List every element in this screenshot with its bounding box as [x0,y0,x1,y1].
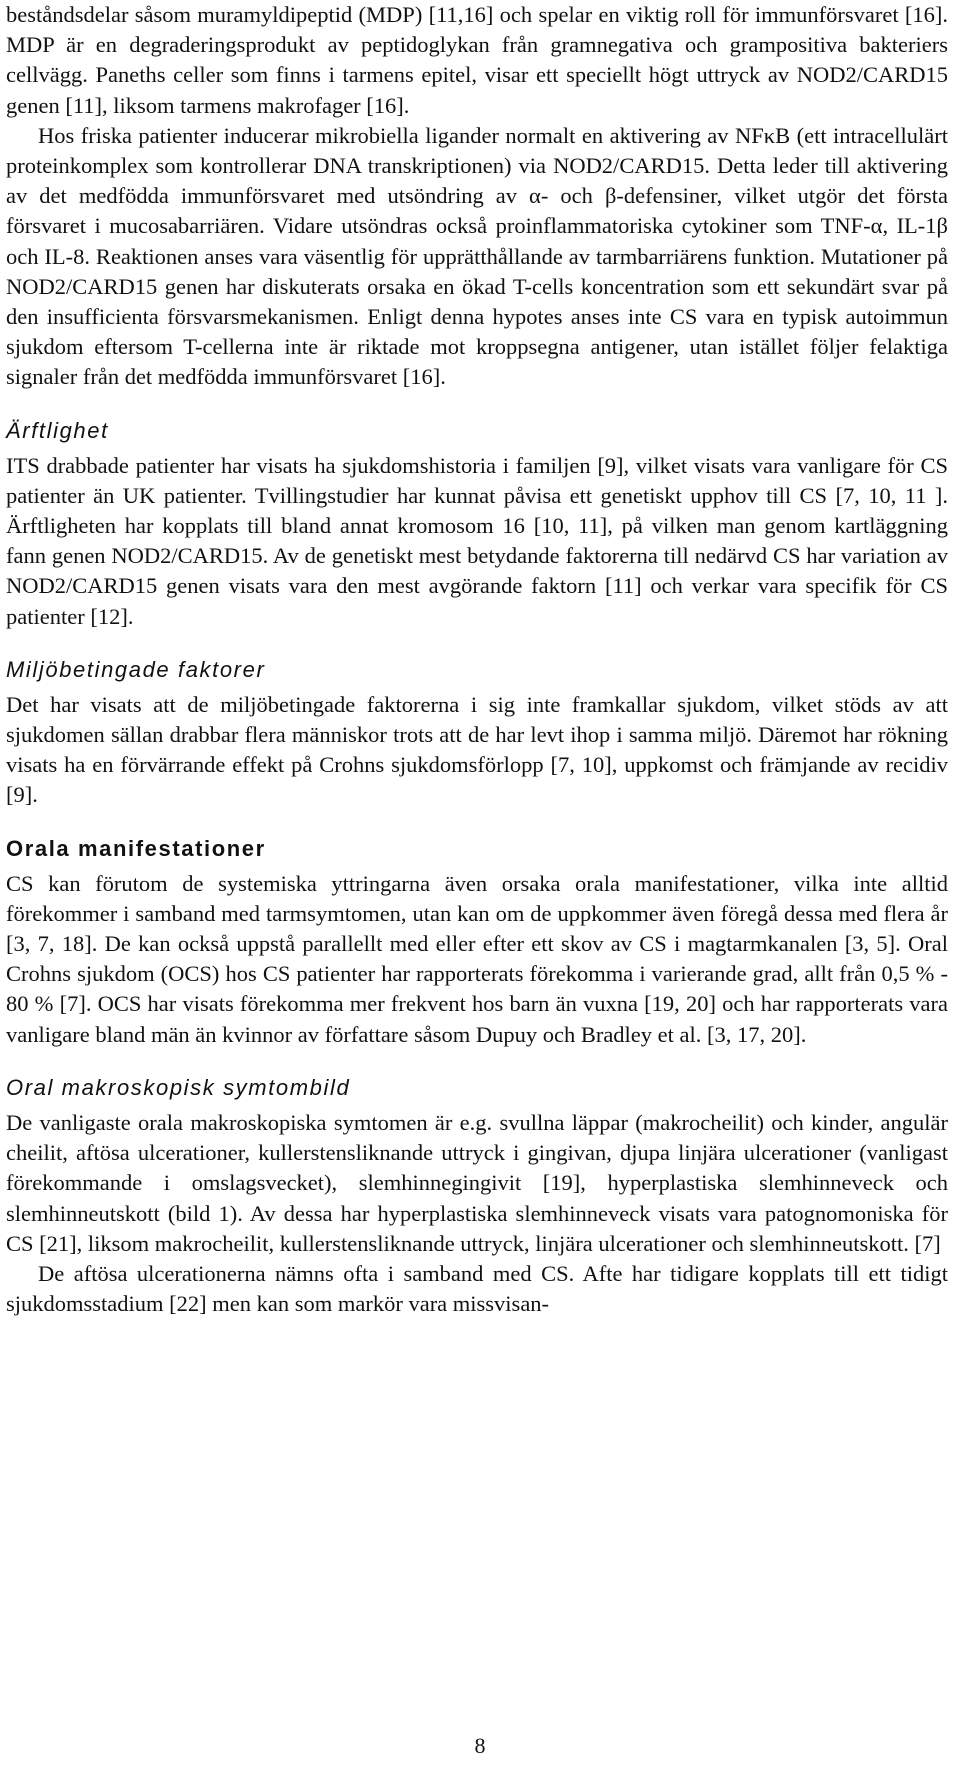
paragraph-oral-manifestations: CS kan förutom de systemiska yttringarna även orsaka orala manifestationer, vilka inte alltid förekommer i samband med tarmsymtomen, utan kan om de uppkommer även föregå dessa med flera år [3, 7, 18]. De kan också uppstå parallellt med eller efter ett skov av CS i magtarmkanalen [3, 5]. Oral Crohns sjukdom (OCS) hos CS patienter har rapporterats förekomma i varierande grad, allt från 0,5 % - 80 % [7]. OCS har visats förekomma mer frekvent hos barn än vuxna [19, 20] och har rapporterats vara vanligare bland män än kvinnor av författare såsom Dupuy och Bradley et al. [3, 17, 20]. [6,870,948,1047]
document-page [6,0,948,1319]
page-number: 8 [474,1733,486,1758]
paragraph-macroscopic-symptoms: De vanligaste orala makroskopiska symtomen är e.g. svullna läppar (makrocheilit) och kinder, angulär cheilit, aftösa ulcerationer, kullerstensliknande uttryck i gingivan, djupa linjära ulcerationer (vanligast förekommande i omslagsvecket), slemhinnegingivit [19], hyperplastiska slemhinneveck och slemhinneutskott (bild 1). Av dessa har hyperplastiska slemhinneveck visats vara patognomoniska för CS [21], liksom makrocheilit, kullerstensliknande uttryck, linjära ulcerationer och slemhinneutskott. [7] [6,1109,948,1256]
paragraph-intro: beståndsdelar såsom muramyldipeptid (MDP) [11,16] och spelar en viktig roll för immunförsvaret [16]. MDP är en degraderingsprodukt av peptidoglykan från gramnegativa och grampositiva bakteriers cellvägg. Paneths celler som finns i tarmens epitel, visar ett speciellt högt uttryck av NOD2/CARD15 genen [11], liksom tarmens makrofager [16]. [6,2,948,118]
paragraph-heredity: ITS drabbade patienter har visats ha sjukdomshistoria i familjen [9], vilket visats vara vanligare för CS patienter än UK patienter. Tvillingstudier har kunnat påvisa ett genetiskt upphov till CS [7, 10, 11 ]. Ärftligheten har kopplats till bland annat kromosom 16 [10, 11], på vilken man genom kartläggning fann genen NOD2/CARD15. Av de genetiskt mest betydande faktorerna till nedärvd CS har variation av NOD2/CARD15 genen visats vara den mest avgörande faktorn [11] och verkar vara specifik för CS patienter [12]. [6,452,948,629]
paragraph-healthy-patients: Hos friska patienter inducerar mikrobiella ligander normalt en aktivering av NFκB (ett intracellulärt proteinkomplex som kontrollerar DNA transkriptionen) via NOD2/CARD15. Detta leder till aktivering av det medfödda immunförsvaret med utsöndring av α- och β-defensiner, vilket utgör det första försvaret i mucosabarriären. Vidare utsöndras också proinflammatoriska cytokiner som TNF-α, IL-1β och IL-8. Reaktionen anses vara väsentlig för upprätthållande av tarmbarriärens funktion. Mutationer på NOD2/CARD15 genen har diskuterats orsaka en ökad T-cells koncentration som ett sekundärt svar på den insufficienta försvarsmekanismen. Enligt denna hypotes anses inte CS vara en typisk autoimmun sjukdom eftersom T-cellerna inte är riktade mot kroppsegna antigener, utan istället följer felaktiga signaler från det medfödda immunförsvaret [16]. [6,122,948,390]
heading-oral-manifestations: Orala manifestationer [6,835,266,861]
heading-environment: Miljöbetingade faktorer [6,656,266,682]
heading-oral-macroscopic: Oral makroskopisk symtombild [6,1074,351,1100]
paragraph-environment: Det har visats att de miljöbetingade faktorerna i sig inte framkallar sjukdom, vilket stöds av att sjukdomen sällan drabbar flera människor trots att de har levt ihop i samma miljö. Däremot har rökning visats ha en förvärrande effekt på Crohns sjukdomsförlopp [7, 10], uppkomst och främjande av recidiv [9]. [6,691,948,808]
paragraph-aphthous: De aftösa ulcerationerna nämns ofta i samband med CS. Afte har tidigare kopplats till ett tidigt sjukdomsstadium [22] men kan som markör vara missvisan- [6,1260,948,1317]
heading-heredity: Ärftlighet [6,417,109,443]
